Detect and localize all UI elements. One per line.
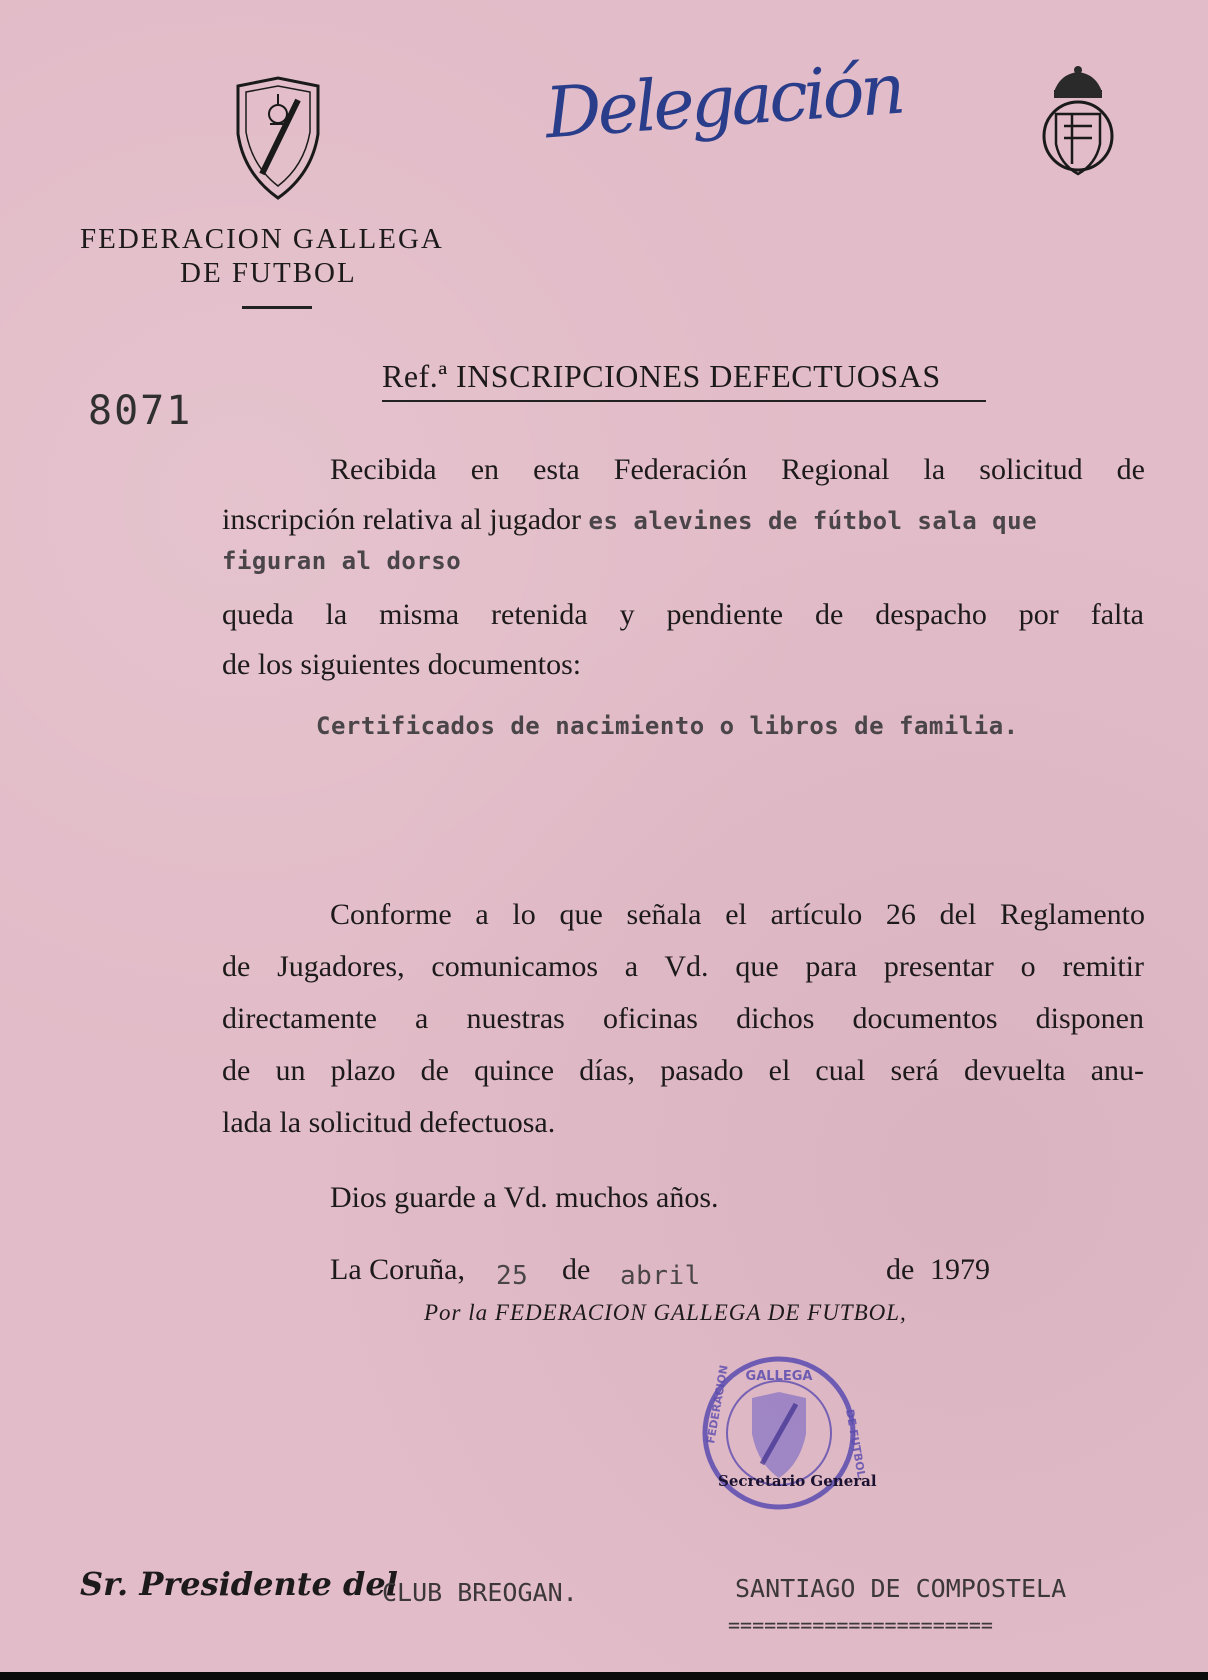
reference-number: 8071 <box>88 388 193 434</box>
handwritten-note: Delegación <box>542 47 905 155</box>
date-month: abril <box>620 1261 701 1291</box>
scan-bottom-edge <box>0 1672 1208 1680</box>
reference-underline <box>382 400 986 402</box>
addressee-salutation: Sr. Presidente del <box>80 1565 398 1603</box>
paragraph1-line2-printed: inscripción relativa al jugador <box>222 503 582 536</box>
paragraph2-line4: de un plazo de quince días, pasado el cual será devuelta anu- <box>222 1054 1144 1087</box>
typed-player-description: es alevines de fútbol sala que <box>588 507 1038 535</box>
signature-caption: Por la FEDERACION GALLEGA DE FUTBOL, <box>424 1300 907 1325</box>
date-de-2: de <box>886 1253 915 1286</box>
svg-text:DE FUTBOL: DE FUTBOL <box>843 1408 868 1479</box>
paragraph2-line3: directamente a nuestras oficinas dichos documentos disponen <box>222 1002 1144 1035</box>
date-year: 1979 <box>930 1253 990 1286</box>
paragraph2-line5: lada la solicitud defectuosa. <box>222 1106 556 1139</box>
missing-documents: Certificados de nacimiento o libros de familia. <box>316 712 1019 740</box>
paragraph2-line1: Conforme a lo que señala el artículo 26 del Reglamento <box>330 898 1145 931</box>
addressee-city-underline: ====================== <box>728 1613 993 1637</box>
addressee-club: CLUB BREOGAN. <box>382 1578 578 1607</box>
paragraph1-line2 <box>222 495 1182 546</box>
header-divider <box>242 306 312 309</box>
federation-name-line2: DE FUTBOL <box>180 257 357 289</box>
date-line <box>330 1245 1010 1295</box>
federation-name <box>80 222 480 290</box>
date-day: 25 <box>496 1261 529 1291</box>
paragraph2-line2: de Jugadores, comunicamos a Vd. que para presentar o remitir <box>222 950 1144 983</box>
closing-line: Dios guarde a Vd. muchos años. <box>330 1181 719 1214</box>
reference-title: Ref.ª INSCRIPCIONES DEFECTUOSAS <box>382 358 941 394</box>
spanish-federation-logo <box>1038 64 1118 182</box>
svg-text:FEDERACION: FEDERACION <box>704 1364 731 1445</box>
addressee-city: SANTIAGO DE COMPOSTELA <box>735 1574 1067 1603</box>
federation-name-line1: FEDERACION GALLEGA <box>80 223 444 255</box>
paragraph1-line5: de los siguientes documentos: <box>222 648 582 681</box>
federation-crest-logo <box>232 74 324 204</box>
signatory-title: Secretario General <box>718 1472 877 1490</box>
date-de-1: de <box>562 1253 591 1286</box>
paragraph1-line1: Recibida en esta Federación Regional la solicitud de <box>330 453 1145 486</box>
paragraph1-line4: queda la misma retenida y pendiente de despacho por falta <box>222 598 1144 631</box>
date-place: La Coruña, <box>330 1253 465 1286</box>
typed-player-description-cont: figuran al dorso <box>222 547 462 575</box>
svg-text:GALLEGA: GALLEGA <box>745 1369 813 1384</box>
